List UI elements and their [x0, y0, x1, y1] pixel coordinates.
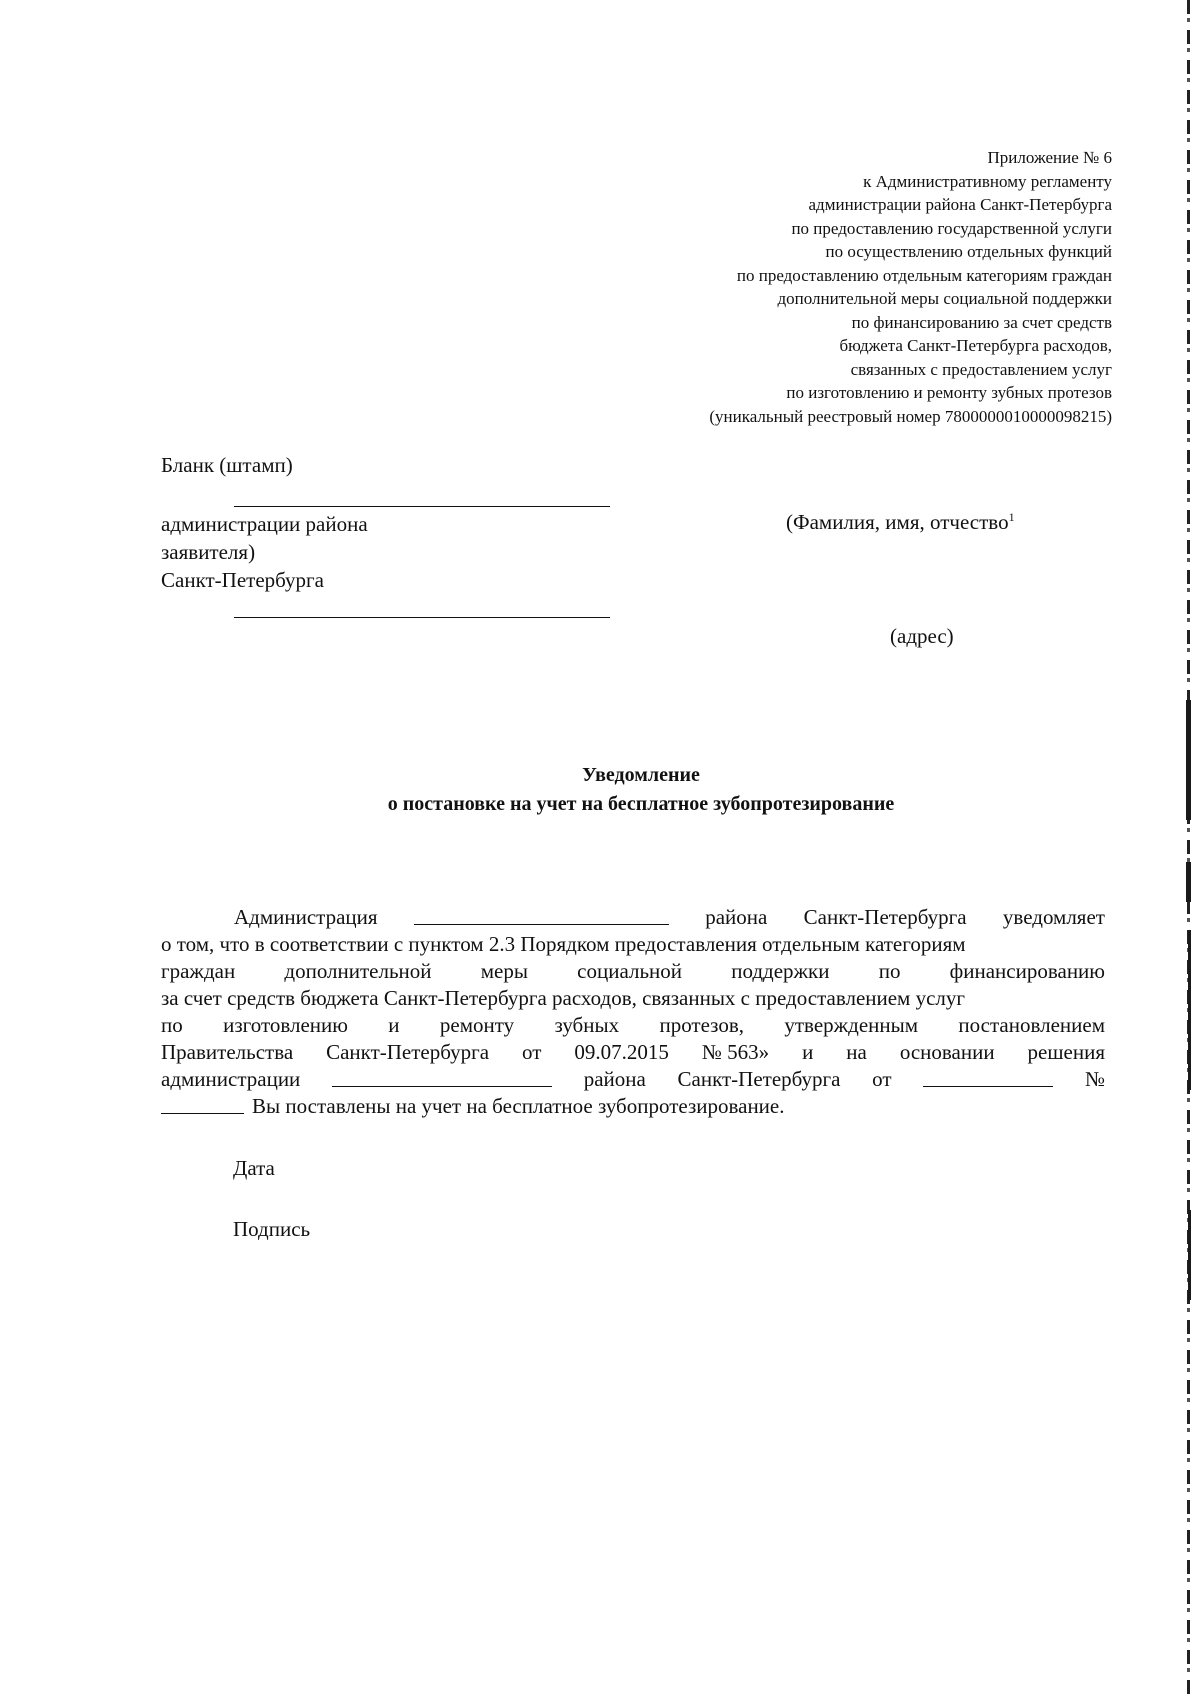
body-word: района	[583, 1067, 646, 1091]
recipient-address-label: (адрес)	[890, 624, 954, 648]
body-line	[161, 904, 1105, 931]
admin-line: администрации района	[161, 512, 368, 536]
body-line	[161, 931, 1105, 958]
body-word: администрации	[161, 1067, 301, 1091]
decision-number-blank	[161, 1093, 244, 1114]
document-subtitle: о постановке на учет на бесплатное зубопротезирование	[387, 793, 895, 815]
recipient-fio-label	[786, 510, 1015, 535]
stamp-rule-bottom	[234, 617, 610, 618]
appendix-line: (уникальный реестровый номер 7800000010000098215)	[709, 406, 1112, 426]
appendix-header	[512, 146, 1112, 428]
admin-block	[161, 510, 368, 594]
appendix-line: по предоставлению отдельным категориям граждан	[736, 265, 1112, 285]
body-word: Санкт-Петербурга	[803, 905, 967, 929]
stamp-rule-top	[234, 506, 610, 507]
body-word: основании	[899, 1040, 995, 1064]
body-word: по	[161, 1013, 183, 1037]
body-word: от	[872, 1067, 892, 1091]
body-word: Санкт-Петербурга	[677, 1067, 841, 1091]
appendix-line: по осуществлению отдельных функций	[825, 242, 1112, 261]
body-word: постановлением	[958, 1013, 1105, 1037]
body-word: уведомляет	[1002, 905, 1105, 929]
appendix-line: связанных с предоставлением услуг	[850, 359, 1112, 379]
scan-edge-mark	[1186, 862, 1191, 902]
body-word: решения	[1027, 1040, 1105, 1064]
body-word: протезов,	[659, 1013, 745, 1037]
body-word: 09.07.2015	[574, 1040, 669, 1064]
body-text: о том, что в соответствии с пунктом 2.3 Порядком предоставления отдельным категориям	[161, 932, 966, 956]
body-line	[161, 1039, 1105, 1066]
scan-edge-mark	[1188, 1210, 1191, 1300]
body-word: Санкт-Петербурга	[326, 1040, 490, 1064]
body-word: изготовлению	[223, 1013, 348, 1037]
fio-footnote-mark: 1	[1008, 510, 1015, 524]
decision-date-blank	[923, 1066, 1053, 1087]
body-word: утвержденным	[784, 1013, 919, 1037]
body-word: № 563»	[701, 1040, 770, 1064]
appendix-line: дополнительной меры социальной поддержки	[777, 289, 1112, 308]
body-word: граждан	[161, 959, 236, 983]
body-word: и	[388, 1013, 400, 1037]
body-word: финансированию	[949, 959, 1105, 983]
district-blank	[414, 904, 669, 925]
body-word: зубных	[554, 1013, 620, 1037]
body-text: Вы поставлены на учет на бесплатное зубопротезирование.	[252, 1094, 785, 1118]
document-title: Уведомление	[582, 764, 700, 786]
appendix-line: по предоставлению государственной услуги	[791, 218, 1112, 238]
body-word: социальной	[577, 959, 683, 983]
body-text: за счет средств бюджета Санкт-Петербурга расходов, связанных с предоставлением услуг	[161, 986, 966, 1010]
body-word: Администрация	[234, 905, 378, 929]
body-word: поддержки	[731, 959, 830, 983]
admin-line: заявителя)	[161, 540, 256, 564]
body-line	[161, 1093, 1105, 1120]
body-word: дополнительной	[284, 959, 432, 983]
body-word: Правительства	[161, 1040, 294, 1064]
body-word: №	[1084, 1067, 1105, 1091]
body-line	[161, 1012, 1105, 1039]
scan-edge-mark	[1188, 930, 1191, 1090]
appendix-line: бюджета Санкт-Петербурга расходов,	[839, 336, 1112, 355]
body-word: на	[846, 1040, 867, 1064]
appendix-line: по финансированию за счет средств	[851, 312, 1112, 332]
body-word: и	[802, 1040, 814, 1064]
notification-body	[161, 904, 1105, 1120]
body-word: от	[522, 1040, 542, 1064]
fio-text: (Фамилия, имя, отчество	[786, 510, 1009, 534]
body-word: района	[705, 905, 768, 929]
body-line	[161, 985, 1105, 1012]
appendix-line: по изготовлению и ремонту зубных протезов	[786, 383, 1112, 402]
date-label: Дата	[233, 1156, 275, 1180]
appendix-line: к Административному регламенту	[863, 171, 1112, 191]
body-word: меры	[480, 959, 528, 983]
appendix-line: администрации района Санкт-Петербурга	[808, 195, 1112, 214]
body-word: ремонту	[439, 1013, 515, 1037]
scan-edge-artifact	[1187, 0, 1190, 1696]
body-word: по	[878, 959, 901, 983]
signature-label: Подпись	[233, 1217, 311, 1241]
admin-line: Санкт-Петербурга	[161, 568, 324, 592]
stamp-label: Бланк (штамп)	[161, 453, 293, 477]
body-line	[161, 958, 1105, 985]
appendix-line: Приложение № 6	[987, 148, 1112, 167]
body-line	[161, 1066, 1105, 1093]
district-blank	[332, 1066, 552, 1087]
